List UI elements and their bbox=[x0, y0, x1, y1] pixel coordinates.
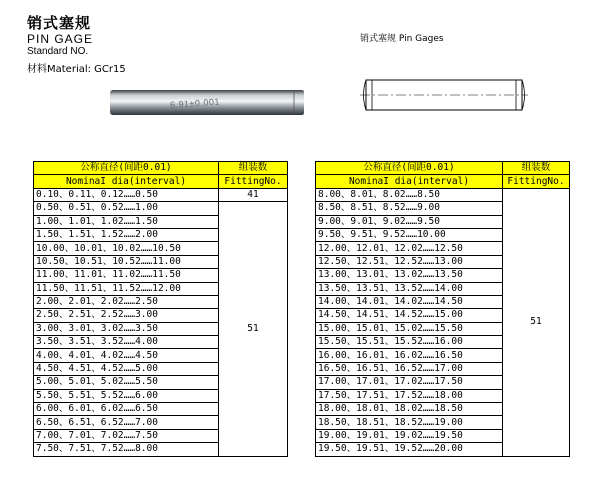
nominal-dia-cell: 10.00、10.01、10.02……10.50 bbox=[34, 242, 219, 255]
nominal-dia-cell: 4.00、4.01、4.02……4.50 bbox=[34, 349, 219, 362]
header-fitting-en: FittingNo. bbox=[219, 175, 288, 188]
nominal-dia-cell: 2.50、2.51、2.52……3.00 bbox=[34, 309, 219, 322]
nominal-dia-cell: 8.50、8.51、8.52……9.00 bbox=[316, 202, 503, 215]
page-subtitle: PIN GAGE bbox=[27, 32, 94, 46]
nominal-dia-cell: 11.50、11.51、11.52……12.00 bbox=[34, 282, 219, 295]
nominal-dia-cell: 15.00、15.01、15.02……15.50 bbox=[316, 322, 503, 335]
nominal-dia-cell: 13.00、13.01、13.02……13.50 bbox=[316, 269, 503, 282]
header-fitting-cn: 组装数 bbox=[503, 162, 570, 175]
nominal-dia-cell: 9.50、9.51、9.52……10.00 bbox=[316, 228, 503, 241]
nominal-dia-cell: 12.50、12.51、12.52……13.00 bbox=[316, 255, 503, 268]
nominal-dia-cell: 16.50、16.51、16.52……17.00 bbox=[316, 362, 503, 375]
nominal-dia-cell: 11.00、11.01、11.02……11.50 bbox=[34, 269, 219, 282]
header-nominal-en: NominaI dia(interval) bbox=[34, 175, 219, 188]
nominal-dia-cell: 6.50、6.51、6.52……7.00 bbox=[34, 416, 219, 429]
header-row-en bbox=[316, 175, 570, 188]
nominal-dia-cell: 19.00、19.01、19.02……19.50 bbox=[316, 429, 503, 442]
nominal-dia-cell: 10.50、10.51、10.52……11.00 bbox=[34, 255, 219, 268]
pin-engraving: 6.91±0.001 bbox=[169, 96, 221, 110]
nominal-dia-cell: 3.50、3.51、3.52……4.00 bbox=[34, 336, 219, 349]
nominal-dia-cell: 5.50、5.51、5.52……6.00 bbox=[34, 389, 219, 402]
table-row bbox=[34, 188, 288, 201]
drawing-outline bbox=[366, 80, 522, 110]
nominal-dia-cell: 18.50、18.51、18.52……19.00 bbox=[316, 416, 503, 429]
pin-gage-drawing bbox=[360, 76, 530, 116]
nominal-dia-cell: 15.50、15.51、15.52……16.00 bbox=[316, 336, 503, 349]
nominal-dia-cell: 14.00、14.01、14.02……14.50 bbox=[316, 295, 503, 308]
header-row-cn bbox=[316, 162, 570, 175]
fitting-number-cell: 51 bbox=[219, 202, 288, 456]
nominal-dia-cell: 3.00、3.01、3.02……3.50 bbox=[34, 322, 219, 335]
nominal-dia-cell: 9.00、9.01、9.02……9.50 bbox=[316, 215, 503, 228]
header-nominal-cn: 公称直径(间距0.01) bbox=[316, 162, 503, 175]
nominal-dia-cell: 17.00、17.01、17.02……17.50 bbox=[316, 376, 503, 389]
nominal-dia-cell: 6.00、6.01、6.02……6.50 bbox=[34, 403, 219, 416]
diagram-title: 销式塞规 Pin Gages bbox=[360, 34, 444, 44]
fitting-number-cell: 51 bbox=[503, 188, 570, 456]
right-size-table bbox=[315, 161, 570, 457]
pin-gage-photo bbox=[108, 86, 308, 120]
header-fitting-cn: 组装数 bbox=[219, 162, 288, 175]
header-nominal-cn: 公称直径(间距0.01) bbox=[34, 162, 219, 175]
nominal-dia-cell: 18.00、18.01、18.02……18.50 bbox=[316, 403, 503, 416]
header-row-en bbox=[34, 175, 288, 188]
nominal-dia-cell: 7.00、7.01、7.02……7.50 bbox=[34, 429, 219, 442]
table-row bbox=[316, 188, 570, 201]
nominal-dia-cell: 0.50、0.51、0.52……1.00 bbox=[34, 202, 219, 215]
header-row-cn bbox=[34, 162, 288, 175]
nominal-dia-cell: 12.00、12.01、12.02……12.50 bbox=[316, 242, 503, 255]
nominal-dia-cell: 0.10、0.11、0.12……0.50 bbox=[34, 188, 219, 201]
nominal-dia-cell: 16.00、16.01、16.02……16.50 bbox=[316, 349, 503, 362]
left-size-table bbox=[33, 161, 288, 457]
material-label: 材料Material: GCr15 bbox=[27, 64, 126, 75]
header-nominal-en: NominaI dia(interval) bbox=[316, 175, 503, 188]
header-fitting-en: FittingNo. bbox=[503, 175, 570, 188]
nominal-dia-cell: 4.50、4.51、4.52……5.00 bbox=[34, 362, 219, 375]
nominal-dia-cell: 14.50、14.51、14.52……15.00 bbox=[316, 309, 503, 322]
nominal-dia-cell: 7.50、7.51、7.52……8.00 bbox=[34, 443, 219, 456]
fitting-number-cell: 41 bbox=[219, 188, 288, 201]
nominal-dia-cell: 1.00、1.01、1.02……1.50 bbox=[34, 215, 219, 228]
nominal-dia-cell: 17.50、17.51、17.52……18.00 bbox=[316, 389, 503, 402]
nominal-dia-cell: 19.50、19.51、19.52……20.00 bbox=[316, 443, 503, 456]
standard-label: Standard NO. bbox=[27, 46, 89, 57]
pin-end bbox=[294, 90, 304, 115]
nominal-dia-cell: 2.00、2.01、2.02……2.50 bbox=[34, 295, 219, 308]
nominal-dia-cell: 8.00、8.01、8.02……8.50 bbox=[316, 188, 503, 201]
table-row bbox=[34, 202, 288, 215]
page-title: 销式塞规 bbox=[27, 14, 92, 32]
nominal-dia-cell: 5.00、5.01、5.02……5.50 bbox=[34, 376, 219, 389]
nominal-dia-cell: 13.50、13.51、13.52……14.00 bbox=[316, 282, 503, 295]
nominal-dia-cell: 1.50、1.51、1.52……2.00 bbox=[34, 228, 219, 241]
